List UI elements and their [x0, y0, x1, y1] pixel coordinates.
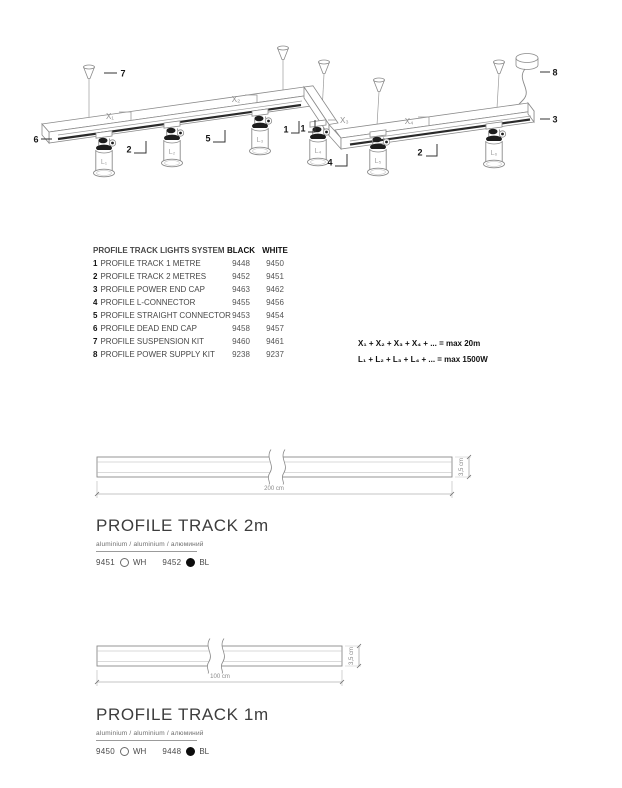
white-finish-swatch — [120, 747, 129, 756]
row-number: 2 — [93, 272, 98, 281]
callout-3 — [540, 115, 558, 125]
materials-line-1m: aluminium / aluminium / алюминий — [96, 730, 197, 741]
finish-label-wh: WH — [133, 558, 147, 567]
code-options-1m — [96, 747, 356, 756]
svg-text:7: 7 — [120, 68, 126, 79]
height-dim-1m: 3,5 cm — [349, 646, 355, 666]
lamp-label-l2: L₂ — [168, 149, 176, 156]
code-white: 9462 — [266, 285, 284, 294]
callout-1a — [283, 121, 299, 135]
column-header-white: WHITE — [262, 246, 288, 255]
svg-text:X₂: X₂ — [231, 95, 241, 104]
track-2m-drawing — [95, 450, 471, 499]
callout-8 — [540, 68, 558, 78]
white-finish-swatch — [120, 558, 129, 567]
row-number: 8 — [93, 350, 98, 359]
lamp-label-l5: L₅ — [374, 158, 382, 165]
max-length-formula: X₁ + X₂ + X₃ + X₄ + ... = max 20m — [358, 339, 481, 348]
code-black: 9453 — [232, 311, 250, 320]
svg-text:X₄: X₄ — [404, 117, 414, 126]
finish-label-bl: BL — [199, 747, 210, 756]
row-number: 1 — [93, 259, 98, 268]
row-number: 3 — [93, 285, 98, 294]
svg-text:2: 2 — [126, 144, 132, 155]
code-white: 9456 — [266, 298, 284, 307]
callout-2-left — [126, 141, 146, 155]
code-options-2m — [96, 558, 356, 567]
code-white: 9457 — [266, 324, 284, 333]
product-table — [93, 244, 292, 361]
code-black: 9460 — [232, 337, 250, 346]
table-row — [93, 309, 292, 322]
code-black: 9455 — [232, 298, 250, 307]
code-black-2m: 9452 — [162, 558, 182, 567]
code-white-1m: 9450 — [96, 747, 115, 756]
svg-text:2: 2 — [417, 147, 423, 158]
row-number: 5 — [93, 311, 98, 320]
code-black: 9448 — [232, 259, 250, 268]
length-dim-1m: 100 cm — [210, 674, 230, 680]
svg-text:8: 8 — [552, 67, 558, 78]
product-name: PROFILE POWER END CAP — [100, 285, 205, 294]
length-dim-2m: 200 cm — [264, 486, 284, 492]
svg-text:4: 4 — [327, 157, 333, 168]
product-name: PROFILE STRAIGHT CONNECTOR — [100, 311, 231, 320]
table-row — [93, 283, 292, 296]
svg-text:1: 1 — [300, 123, 306, 134]
spotlight-l1 — [94, 131, 116, 177]
svg-text:3: 3 — [552, 114, 558, 125]
product-block-1m — [96, 705, 356, 756]
code-white: 9450 — [266, 259, 284, 268]
table-row — [93, 322, 292, 335]
table-header-row — [93, 244, 292, 257]
product-name: PROFILE DEAD END CAP — [100, 324, 197, 333]
callout-5 — [205, 130, 225, 144]
table-title: PROFILE TRACK LIGHTS SYSTEM — [93, 246, 225, 255]
lamp-label-l4: L₄ — [314, 148, 322, 155]
row-number: 4 — [93, 298, 98, 307]
svg-text:X₁: X₁ — [105, 112, 115, 121]
product-block-2m — [96, 516, 356, 567]
column-header-black: BLACK — [227, 246, 255, 255]
product-name: PROFILE L-CONNECTOR — [100, 298, 196, 307]
code-black-1m: 9448 — [162, 747, 182, 756]
code-black: 9463 — [232, 285, 250, 294]
table-row — [93, 270, 292, 283]
product-name: PROFILE POWER SUPPLY KIT — [100, 350, 215, 359]
lamp-label-l3: L₃ — [256, 137, 264, 144]
product-name: PROFILE TRACK 2 METRES — [100, 272, 207, 281]
track-left-segment — [42, 87, 311, 143]
finish-label-wh: WH — [133, 747, 147, 756]
code-black: 9452 — [232, 272, 250, 281]
track-right-segment — [335, 103, 534, 149]
product-title-2m: PROFILE TRACK 2m — [96, 516, 269, 535]
svg-text:5: 5 — [205, 133, 211, 144]
spotlight-l2 — [162, 121, 184, 167]
callout-4 — [327, 154, 347, 168]
product-name: PROFILE SUSPENSION KIT — [100, 337, 205, 346]
row-number: 6 — [93, 324, 98, 333]
lamp-label-l1: L₁ — [100, 159, 108, 166]
track-1m-drawing — [95, 639, 361, 687]
callout-2-right — [417, 144, 437, 158]
table-row — [93, 296, 292, 309]
installation-diagram — [33, 46, 557, 177]
system-limits — [358, 336, 488, 368]
code-black: 9238 — [232, 350, 250, 359]
svg-text:1: 1 — [283, 124, 289, 135]
lamp-label-l6: L₆ — [490, 150, 498, 157]
code-white: 9461 — [266, 337, 284, 346]
product-name: PROFILE TRACK 1 METRE — [100, 259, 201, 268]
code-black: 9458 — [232, 324, 250, 333]
black-finish-swatch — [186, 747, 195, 756]
code-white-2m: 9451 — [96, 558, 115, 567]
code-white: 9454 — [266, 311, 284, 320]
spotlight-l3 — [250, 109, 272, 155]
spotlight-l6 — [484, 122, 506, 168]
finish-label-bl: BL — [199, 558, 210, 567]
callout-7 — [104, 69, 126, 79]
height-dim-2m: 3,5 cm — [459, 457, 465, 477]
code-white: 9451 — [266, 272, 284, 281]
row-number: 7 — [93, 337, 98, 346]
code-white: 9237 — [266, 350, 284, 359]
table-row — [93, 335, 292, 348]
max-power-formula: L₁ + L₂ + L₃ + L₄ + ... = max 1500W — [358, 355, 488, 364]
product-title-1m: PROFILE TRACK 1m — [96, 705, 269, 724]
black-finish-swatch — [186, 558, 195, 567]
table-row — [93, 348, 292, 361]
svg-text:6: 6 — [33, 134, 39, 145]
materials-line-2m: aluminium / aluminium / алюминий — [96, 541, 197, 552]
table-row — [93, 257, 292, 270]
svg-text:X₃: X₃ — [340, 116, 349, 125]
